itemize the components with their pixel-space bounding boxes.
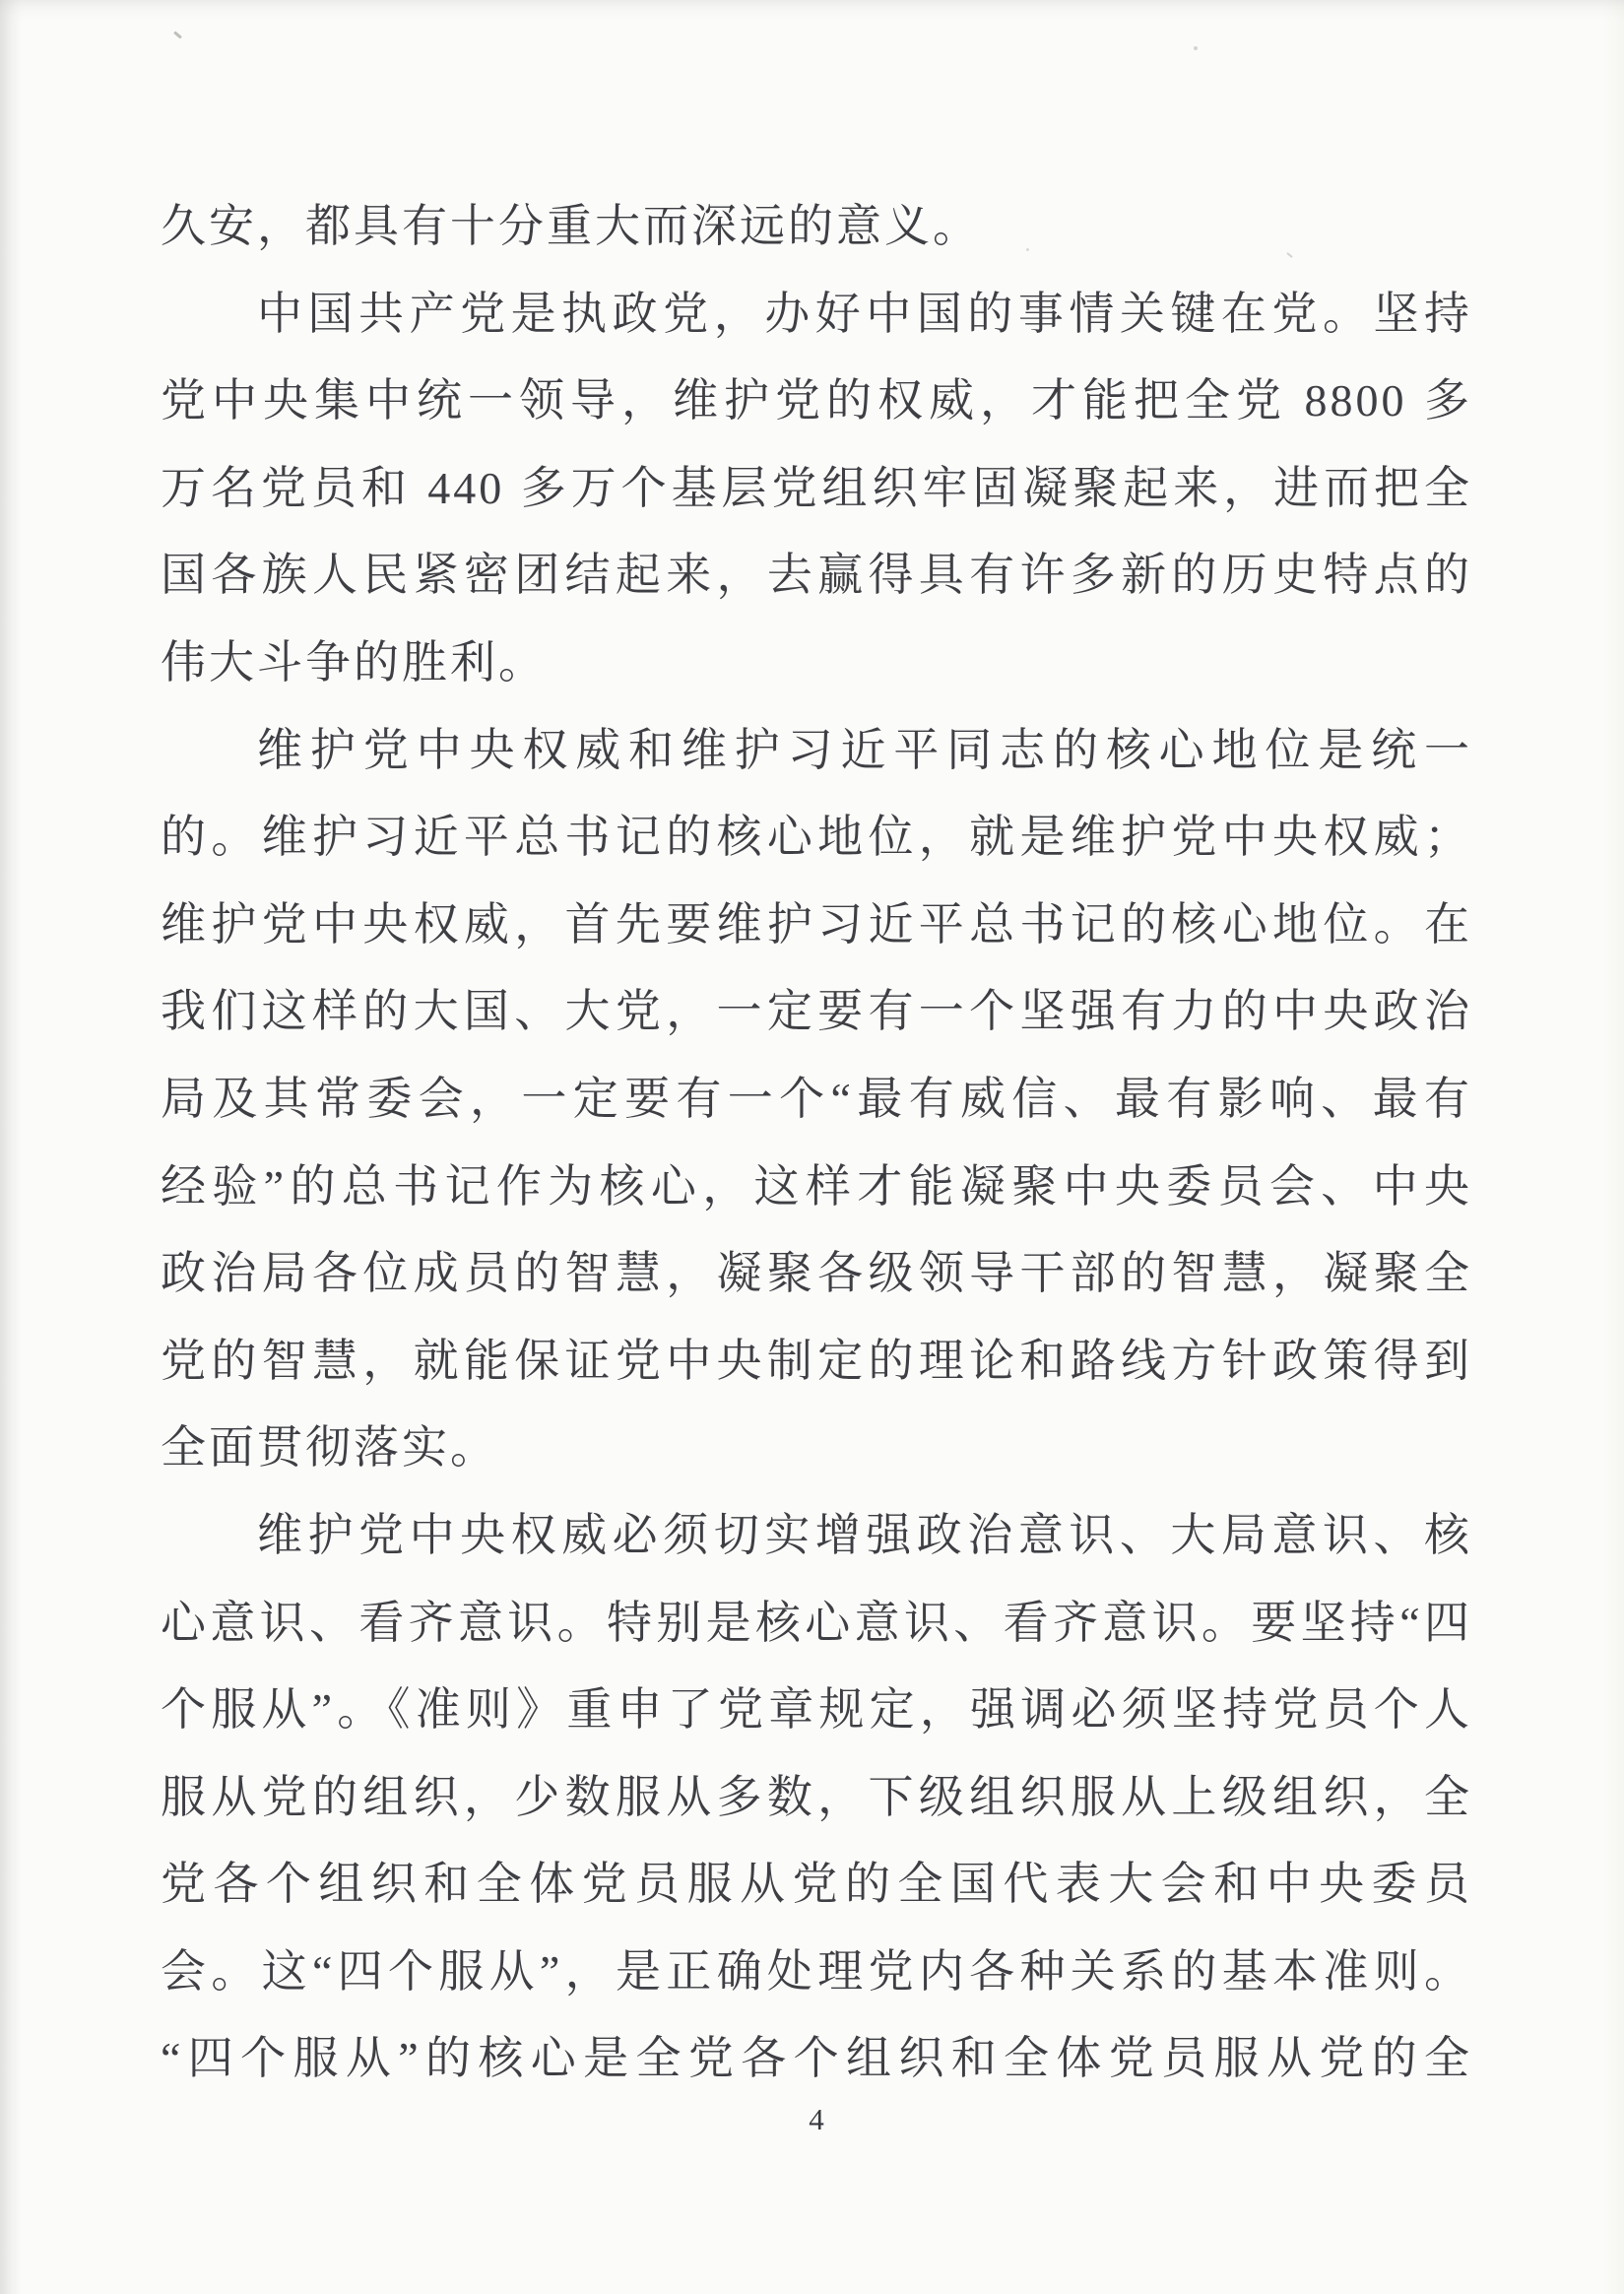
text-line: 的。维护习近平总书记的核心地位，就是维护党中央权威； [161, 812, 1472, 863]
text-line: 党各个组织和全体党员服从党的全国代表大会和中央委员 [161, 1859, 1472, 1910]
text-line: 国各族人民紧密团结起来，去赢得具有许多新的历史特点的 [161, 550, 1472, 601]
text-line: 伟大斗争的胜利。 [161, 636, 547, 688]
text-line: 个服从”。《准则》重申了党章规定，强调必须坚持党员个人 [161, 1684, 1472, 1736]
text-line: 万名党员和 440 多万个基层党组织牢固凝聚起来，进而把全 [161, 462, 1472, 513]
text-line: 服从党的组织，少数服从多数，下级组织服从上级组织，全 [161, 1771, 1472, 1822]
text-line: 党的智慧，就能保证党中央制定的理论和路线方针政策得到 [161, 1335, 1472, 1386]
text-line: 经验”的总书记作为核心，这样才能凝聚中央委员会、中央 [161, 1160, 1472, 1212]
text-line: 政治局各位成员的智慧，凝聚各级领导干部的智慧，凝聚全 [161, 1248, 1472, 1299]
text-line: 局及其常委会，一定要有一个“最有威信、最有影响、最有 [161, 1073, 1472, 1124]
text-line: 会。这“四个服从”，是正确处理党内各种关系的基本准则。 [161, 1945, 1472, 1997]
page-number: 4 [809, 2102, 824, 2136]
text-line: 全面贯彻落实。 [161, 1422, 498, 1474]
text-line: 久安，都具有十分重大而深远的意义。 [161, 201, 981, 251]
text-line: “四个服从”的核心是全党各个组织和全体党员服从党的全 [161, 2033, 1472, 2084]
text-line: 维护党中央权威和维护习近平同志的核心地位是统一 [257, 724, 1472, 775]
text-line: 中国共产党是执政党，办好中国的事情关键在党。坚持 [257, 288, 1472, 339]
text-line: 维护党中央权威，首先要维护习近平总书记的核心地位。在 [161, 898, 1472, 950]
text-line: 心意识、看齐意识。特别是核心意识、看齐意识。要坚持“四 [161, 1597, 1472, 1648]
scan-speck [1194, 46, 1198, 50]
text-line: 维护党中央权威必须切实增强政治意识、大局意识、核 [257, 1509, 1472, 1560]
text-line: 党中央集中统一领导，维护党的权威，才能把全党 8800 多 [161, 375, 1472, 426]
document-body-text [161, 183, 1472, 2103]
scan-speck [173, 31, 182, 38]
text-line: 我们这样的大国、大党，一定要有一个坚强有力的中央政治 [161, 986, 1472, 1037]
